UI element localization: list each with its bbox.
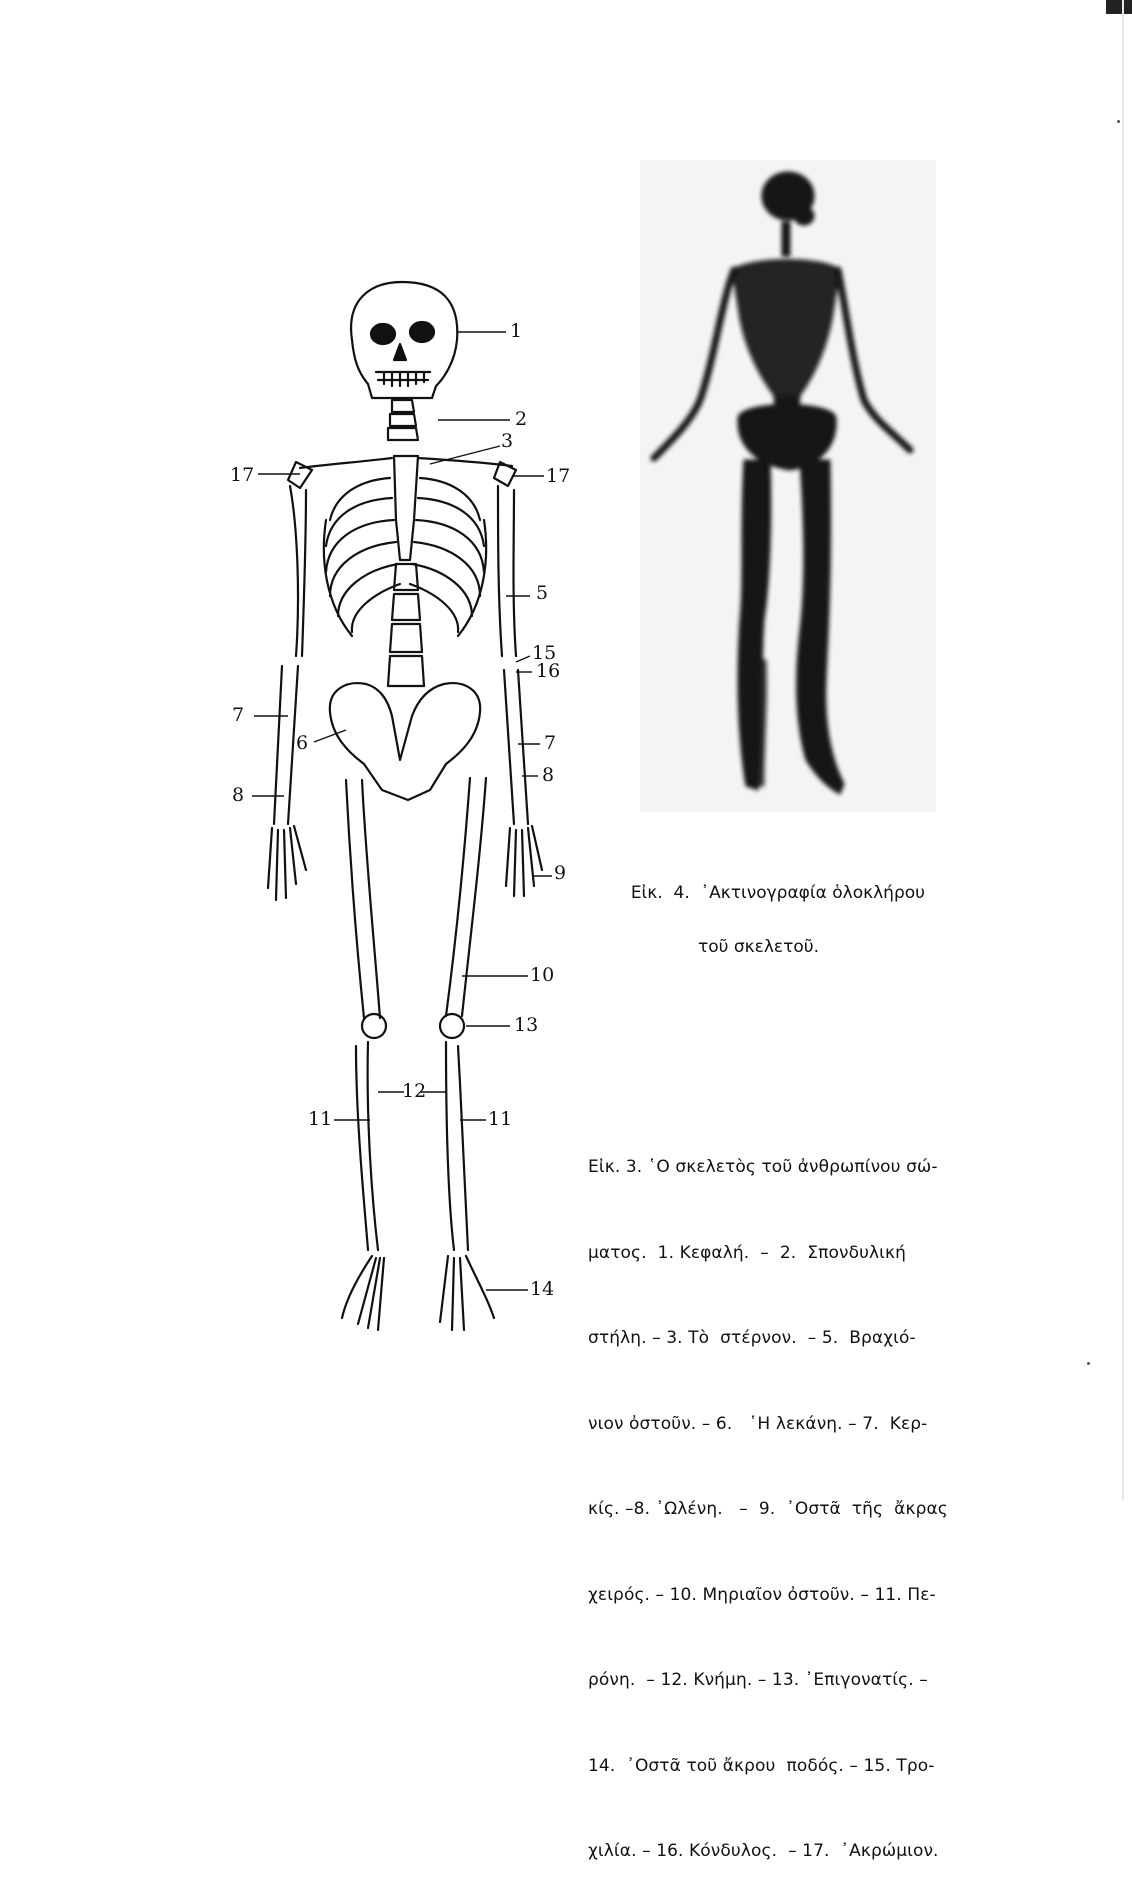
dust-speck [1117,120,1120,123]
callout-5: 5 [536,582,549,604]
callout-13: 13 [514,1014,539,1036]
page-edge [1122,0,1124,1500]
humerus-right [498,486,502,656]
radius-left [274,666,282,824]
callout-9: 9 [554,862,567,884]
xray-silhouette [640,160,936,812]
fibula-right [458,1046,468,1250]
callout-16: 16 [536,660,561,682]
callout-14: 14 [530,1278,555,1300]
figure-3-caption-line: ματος. 1. Κεφαλή. – 2. Σπονδυλική [588,1242,907,1263]
figure-4-caption [620,853,980,988]
foot-right [440,1256,494,1330]
figure-3-caption-line: ρόνη. – 12. Κνήμη. – 13. ᾿Επιγονατίς. – [588,1670,928,1690]
xray-photograph [640,160,936,812]
callout-3: 3 [501,430,514,452]
hand-right [506,826,542,896]
hand-left [268,826,306,900]
figure-3-caption [588,1096,1008,1894]
scan-corner-mark [1106,0,1132,14]
humerus-left [290,486,298,656]
femur-left [346,780,364,1018]
patella-right [440,1014,464,1038]
figure-3-caption-line: χιλία. – 16. Κόνδυλος. – 17. ᾿Ακρώμιον. [588,1841,939,1861]
callout-12: 12 [402,1080,427,1102]
patella-left [362,1014,386,1038]
callout-2: 2 [515,408,528,430]
eye-socket-right [410,322,434,342]
callout-8-right: 8 [542,764,555,786]
figure-3-caption-line: 14. ᾿Οστᾶ τοῦ ἄκρου ποδός. – 15. Τρο- [588,1755,935,1776]
callout-10: 10 [530,964,555,986]
teeth [376,372,430,386]
callout-11-left: 11 [308,1108,333,1130]
callout-1: 1 [510,320,523,342]
callout-6: 6 [296,732,309,754]
figure-3-caption-line: χειρός. – 10. Μηριαῖον ὀστοῦν. – 11. Πε- [588,1584,936,1605]
callout-8-left: 8 [232,784,245,806]
pelvis [330,683,480,800]
eye-socket-left [371,324,395,344]
callout-17-left: 17 [230,464,255,486]
foot-left [342,1256,384,1330]
dust-speck [1087,1362,1090,1365]
figure-3-caption-line: στήλη. – 3. Τὸ στέρνον. – 5. Βραχιό- [588,1328,916,1348]
figure-4-caption-line-1: Εἰκ. 4. ᾿Ακτινογραφία ὁλοκλήρου [630,883,925,903]
callout-7-right: 7 [544,732,557,754]
radius-right [504,670,514,824]
skeleton-drawing [0,0,620,1360]
sternum [394,456,418,560]
figure-3-caption-line: κίς. –8. ᾿Ωλένη. – 9. ᾿Οστᾶ τῆς ἄκρας [588,1499,948,1519]
cervical-spine [388,400,418,440]
callout-7-left: 7 [232,704,245,726]
callout-11-right: 11 [488,1108,513,1130]
skeleton-illustration [0,0,620,1360]
tibia-right [446,1042,454,1250]
ulna-right [518,670,528,824]
figure-3-caption-line: Εἰκ. 3. ῾Ο σκελετὸς τοῦ ἀνθρωπίνου σώ- [588,1157,938,1177]
figure-3-caption-line: νιον ὀστοῦν. – 6. ῾Η λεκάνη. – 7. Κερ- [588,1413,928,1434]
figure-4-caption-line-2: τοῦ σκελετοῦ. [698,937,819,957]
callout-17-right: 17 [546,465,571,487]
fibula-left [356,1046,368,1250]
clavicle-left [300,458,392,468]
nasal-cavity [394,344,406,360]
rib-cage [324,478,486,636]
lumbar-spine [388,564,424,686]
callout-15: 15 [532,642,557,664]
tibia-left [368,1042,378,1250]
